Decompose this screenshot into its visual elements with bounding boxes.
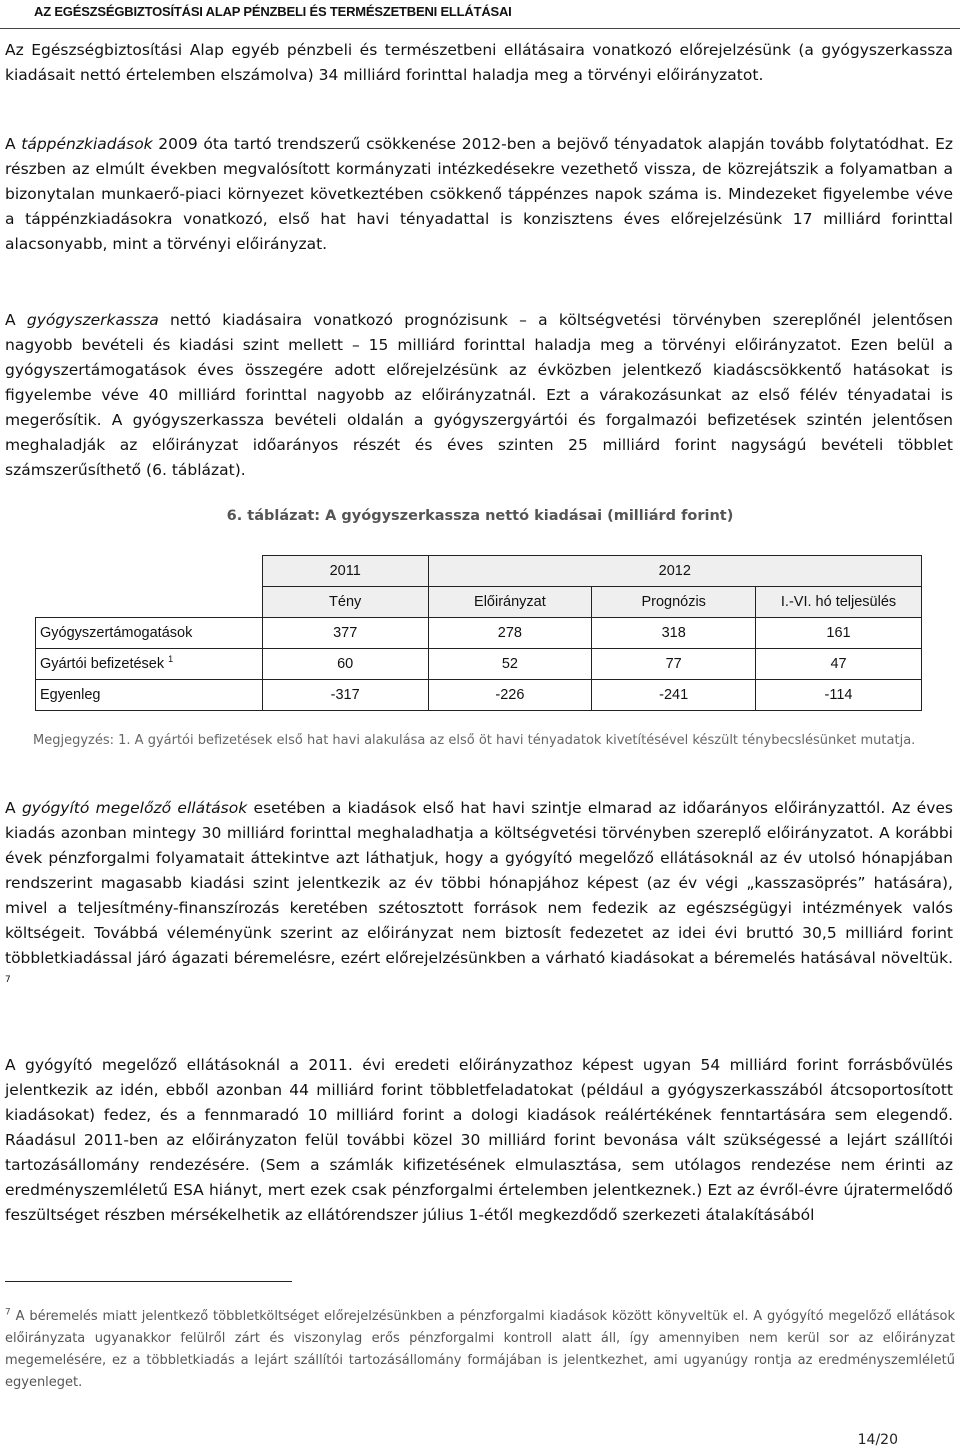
table-year-row xyxy=(36,556,922,587)
table-note: Megjegyzés: 1. A gyártói befizetések első hat havi alakulása az első öt havi tényadatok kivetítésével készült ténybecslésünket mutatja. xyxy=(33,733,916,748)
curative-care-term: gyógyító megelőző ellátások xyxy=(21,799,248,817)
column-header: Tény xyxy=(262,587,428,618)
table-cell: 377 xyxy=(262,618,428,649)
paragraph-drug-fund-lead: A xyxy=(5,311,27,329)
table-cell: -226 xyxy=(428,680,592,711)
paragraph-drug-fund-body: nettó kiadásaira vonatkozó prognózisunk – a költségvetési törvényben szereplőnél jelentősen nagyobb bevételi és kiadási szint mellett – 15 milliárd forinttal haladja meg a törvényi előirányzatot. Ezen belül a gyógyszertámogatások éves összegére adott előrejelzésünk az évközben jelentkező kiadáscsökkentő hatásokat is figyelembe véve 40 milliárd forinttal nagyobb az előirányzatnál. Ezt a várakozásunkat az első félév tényadatai is megerősítik. A gyógyszerkassza bevételi oldalán a gyógyszergyártói és forgalmazói befizetések szintén jelentősen meghaladják az előirányzat időarányos részét és éves szinten 25 milliárd forint nagyságú bevételi többlet számszerűsíthető (6. táblázat). xyxy=(5,311,953,479)
footnote-rule xyxy=(5,1281,292,1282)
footnote xyxy=(5,1306,955,1394)
table-row xyxy=(36,618,922,649)
table-cell: 77 xyxy=(592,649,756,680)
column-header: I.-VI. hó teljesülés xyxy=(756,587,922,618)
table-cell: 52 xyxy=(428,649,592,680)
table-cell: 47 xyxy=(756,649,922,680)
table-column-header-row xyxy=(36,587,922,618)
paragraph-curative-funding: A gyógyító megelőző ellátásoknál a 2011. évi eredeti előirányzathoz képest ugyan 54 milliárd forint forrásbővülés jelentkezik az idén, ebből azonban 44 milliárd forint többletfeladatokat (például a gyógyszerkasszából átcsoportosított kiadásokat) fedez, és a fennmaradó 10 milliárd forint a dologi kiadások reálértékének fenntartására sem elegendő. Ráadásul 2011-ben az előirányzaton felül további közel 30 milliárd forint bevonása vált szükségessé a lejárt szállítói tartozásállomány rendezésére. (Sem a számlák kifizetésének elmulasztása, sem utólagos rendezése nem érinti az eredményszemléletű ESA hiányt, mert ezek csak pénzforgalmi értelemben jelentkeznek.) Ezt az évről-évre újratermelődő feszültséget részben mérsékelhetik az ellátórendszer július 1-étől megkezdődő szerkezeti átalakításából xyxy=(5,1056,953,1224)
table-cell: 60 xyxy=(262,649,428,680)
table-corner xyxy=(36,556,263,587)
paragraph-curative-lead: A xyxy=(5,799,22,817)
footnote-number: 7 xyxy=(5,1307,11,1318)
row-label: Gyógyszertámogatások xyxy=(36,618,263,649)
row-label: Egyenleg xyxy=(36,680,263,711)
paragraph-curative-care xyxy=(5,796,953,996)
column-header: Előirányzat xyxy=(428,587,592,618)
year-2012-header: 2012 xyxy=(428,556,921,587)
table-cell: 318 xyxy=(592,618,756,649)
footnote-text: A béremelés miatt jelentkező többletköltséget előrejelzésünkben a pénzforgalmi kiadások között könyveltük el. A gyógyító megelőző ellátások előirányzata ugyanakkor felülről zárt és viszonylag erős pénzforgalmi kontroll alatt áll, így amennyiben nem kerül sor az előirányzat megemelésére, ez a többletkiadás a lejárt szállítói tartozásállomány formájában is jelentkezhet, ami ugyanúgy rontja az eredményszemléletű egyenleget. xyxy=(5,1309,955,1390)
paragraph-drug-fund xyxy=(5,308,953,483)
table-corner xyxy=(36,587,263,618)
table-row xyxy=(36,649,922,680)
footnote-ref[interactable]: 7 xyxy=(5,974,11,985)
page-number: 14/20 xyxy=(857,1432,898,1448)
table-cell: -241 xyxy=(592,680,756,711)
section-header: AZ EGÉSZSÉGBIZTOSÍTÁSI ALAP PÉNZBELI ÉS TERMÉSZETBENI ELLÁTÁSAI xyxy=(34,4,512,19)
drug-fund-table xyxy=(35,555,922,711)
paragraph-curative-body: esetében a kiadások első hat havi szintje elmarad az időarányos előirányzattól. Az éves kiadás azonban mintegy 30 milliárd forinttal meghaladhatja a költségvetési törvényben szereplő előirányzatot. A korábbi évek pénzforgalmi folyamatait áttekintve azt láthatjuk, hogy a gyógyító megelőző ellátásoknál az év utolsó hónapjában rendszerint magasabb kiadási szint jelentkezik az év többi hónapjához képest (az év végi „kasszasöprés” hatására), mivel a teljesítmény-finanszírozás keretében szétosztott források nem fedezik az egészségügyi intézmények valós költségeit. Továbbá véleményünk szerint az előirányzat nem biztosít fedezetet az idei évi bruttó 30,5 milliárd forint többletkiadással járó ágazati béremelésre, ezért előrejelzésünkben a várható kiadásokat a béremelés hatásával növeltük. xyxy=(5,799,953,967)
table-caption: 6. táblázat: A gyógyszerkassza nettó kiadásai (milliárd forint) xyxy=(226,508,734,524)
table-cell: 278 xyxy=(428,618,592,649)
paragraph-sick-pay-body: 2009 óta tartó trendszerű csökkenése 2012-ben a bejövő tényadatok alapján tovább folytatódhat. Ez részben az elmúlt években megvalósított kormányzati intézkedésekre vezethető vissza, de közrejátszik a folyamatban a bizonytalan munkaerő-piaci környezet következtében csökkenő táppénzes napok száma is. Mindezeket figyelembe véve a táppénzkiadásokra vonatkozó, első hat havi tényadattal is konzisztens éves előrejelzésünk 17 milliárd forinttal alacsonyabb, mint a törvényi előirányzat. xyxy=(5,135,953,253)
year-2011-header: 2011 xyxy=(262,556,428,587)
paragraph-sick-pay xyxy=(5,132,953,257)
sick-pay-term: táppénzkiadások xyxy=(21,135,153,153)
column-header: Prognózis xyxy=(592,587,756,618)
row-label-text: Gyártói befizetések xyxy=(40,656,165,672)
table-cell: -114 xyxy=(756,680,922,711)
paragraph-intro: Az Egészségbiztosítási Alap egyéb pénzbeli és természetbeni ellátásaira vonatkozó előrejelzésünk (a gyógyszerkassza kiadásait nettó értelemben elszámolva) 34 milliárd forinttal haladja meg a törvényi előirányzatot. xyxy=(5,41,953,84)
table-cell: -317 xyxy=(262,680,428,711)
table-row xyxy=(36,680,922,711)
paragraph-sick-pay-lead: A xyxy=(5,135,22,153)
table-cell: 161 xyxy=(756,618,922,649)
note-marker: 1 xyxy=(168,654,174,665)
header-rule xyxy=(0,28,960,29)
row-label xyxy=(36,649,263,680)
drug-fund-term: gyógyszerkassza xyxy=(26,311,159,329)
